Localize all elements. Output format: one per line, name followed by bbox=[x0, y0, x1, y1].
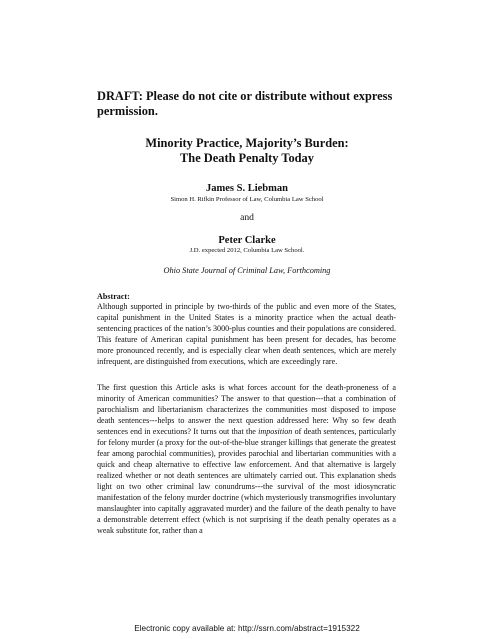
author-1-name: James S. Liebman bbox=[206, 183, 288, 194]
author-2-affiliation: J.D. expected 2012, Columbia Law School. bbox=[189, 247, 305, 254]
author-1-affiliation: Simon H. Rifkin Professor of Law, Columbia Law School bbox=[170, 196, 324, 203]
footer-ssrn-link[interactable]: Electronic copy available at: http://ssrn.com/abstract=1915322 bbox=[134, 624, 360, 633]
journal-name: Ohio State Journal of Criminal Law, Forthcoming bbox=[163, 266, 331, 275]
abstract-p2-text-start: The first question this Article asks is what forces account for the death-proneness of a minority of American communities? The answer to that question---that a combination of parochialism and libertarianism characterizes the communities most disposed to impose death sentences---helps to answer the next question addressed here: Why so few death sentences end in executions? It turns out that the bbox=[97, 383, 396, 436]
author-2-name: Peter Clarke bbox=[218, 235, 276, 246]
abstract-paragraph-2 bbox=[97, 382, 396, 536]
abstract-heading: Abstract: bbox=[97, 292, 130, 301]
draft-notice: DRAFT: Please do not cite or distribute without express permission. bbox=[97, 89, 393, 118]
abstract-p2-emphasis: imposition bbox=[258, 427, 293, 436]
title-line-2: The Death Penalty Today bbox=[180, 151, 314, 165]
paper-title bbox=[97, 136, 397, 166]
abstract-paragraph-1: Although supported in principle by two-thirds of the public and even more of the States, capital punishment in the United States is a minority practice when the actual death-sentencing practices of the nation’s 3000-plus counties and their populations are considered. This feature of American capital punishment has been present for decades, has become more pronounced recently, and is especially clear when death sentences, which are merely infrequent, are distinguished from executions, which are exceedingly rare. bbox=[97, 302, 396, 366]
title-line-1: Minority Practice, Majority’s Burden: bbox=[145, 136, 349, 150]
abstract-p2-text-end: of death sentences, particularly for felony murder (a proxy for the out-of-the-blue stranger killings that generate the greatest fear among parochial communities), provides parochial and libertarian communities with a quick and cheap alternative to effective law enforcement. And that alternative is largely realized whether or not death sentences are ultimately carried out. This explanation sheds light on two other criminal law conundrums---the survival of the most idiosyncratic manifestation of the felony murder doctrine (which mysteriously transmogrifies involuntary manslaughter into capitally aggravated murder) and the failure of the death penalty to have a demonstrable deterrent effect (which is not surprising if the death penalty operates as a weak substitute for, rather than a bbox=[97, 427, 396, 535]
and-separator: and bbox=[240, 212, 254, 223]
